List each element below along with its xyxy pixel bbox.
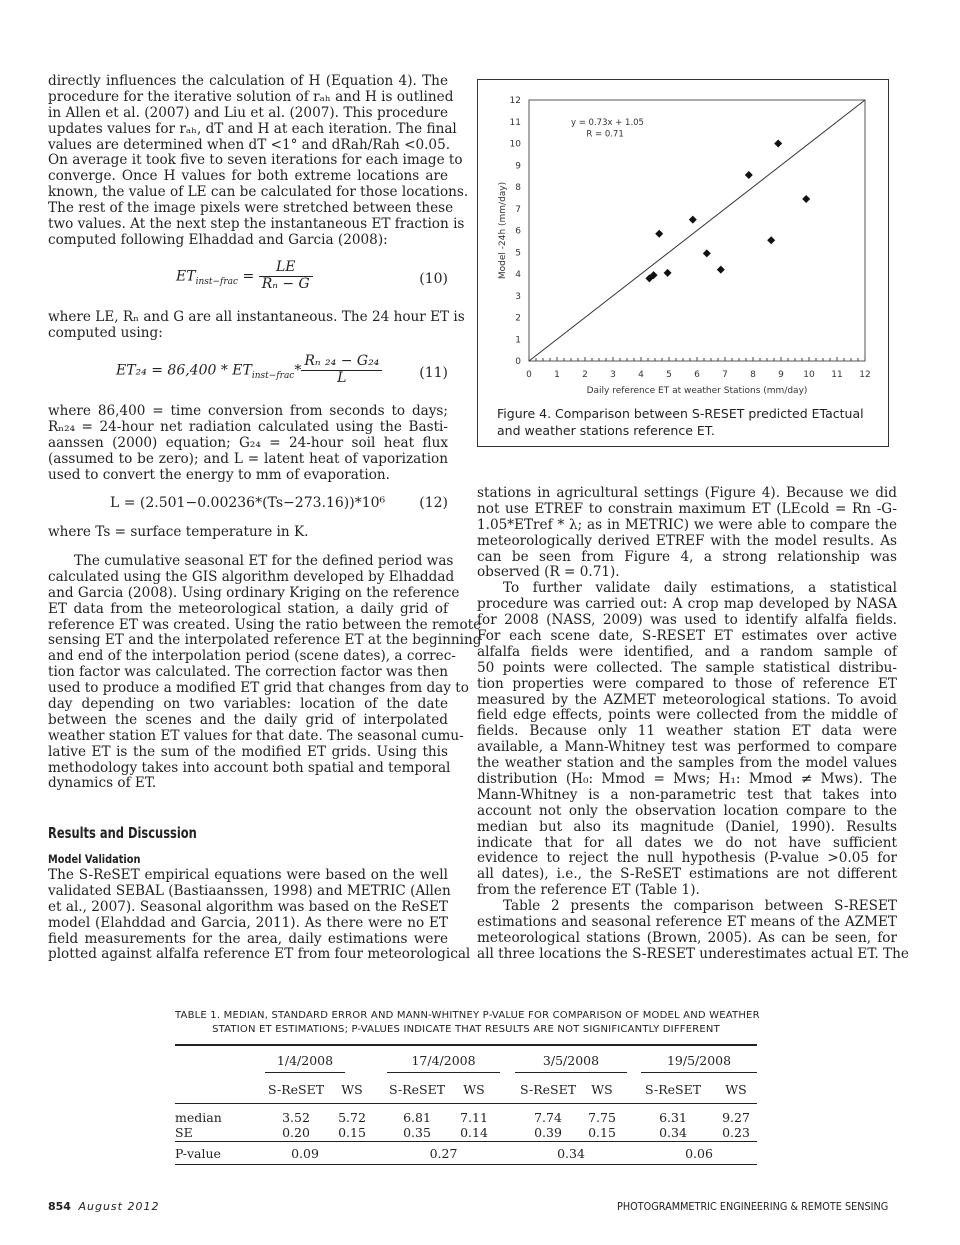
x-tick-label: 1 <box>554 370 560 380</box>
text-line: in Allen et al. (2007) and Liu et al. (2007). This procedure <box>48 104 448 121</box>
x-tick-label: 5 <box>666 370 672 380</box>
column-header-date: 3/5/2008 <box>542 1053 600 1068</box>
paragraph <box>48 309 465 342</box>
text-line: evidence to reject the null hypothesis (P-value >0.05 for <box>477 850 897 867</box>
table-rule <box>387 1072 500 1073</box>
table-cell: 0.34 <box>659 1125 687 1140</box>
text-line: where Ts = surface temperature in K. <box>48 524 309 540</box>
row-label: P-value <box>175 1146 221 1161</box>
data-point <box>717 266 725 274</box>
paragraph <box>48 404 448 483</box>
text-line: distribution (H₀: Mmod = Mws; H₁: Mmod ≠ Mws). The <box>477 771 897 788</box>
data-point <box>745 171 753 179</box>
paragraph <box>48 525 448 541</box>
row-label: SE <box>175 1125 193 1140</box>
text-line: computed using: <box>48 324 163 341</box>
table-cell: 9.27 <box>722 1110 750 1125</box>
equation-11 <box>116 354 382 387</box>
table-cell: 5.72 <box>338 1110 366 1125</box>
text-line: meteorologically derived ETREF with the model results. As <box>477 532 897 549</box>
column-header-ws: WS <box>591 1082 613 1097</box>
y-tick-label: 10 <box>509 139 521 150</box>
column-header-date: 19/5/2008 <box>666 1053 732 1068</box>
y-tick-label: 2 <box>515 313 521 324</box>
data-point <box>703 249 711 257</box>
text-line: Mann-Whitney is a non-parametric test that takes into <box>477 786 897 803</box>
column-header-sreset: S-ReSET <box>267 1082 325 1097</box>
y-tick-label: 7 <box>515 204 521 215</box>
reference-line <box>529 100 865 361</box>
y-tick-label: 6 <box>515 226 521 237</box>
text-line: weather station ET values for that date. The seasonal cumu- <box>48 727 464 744</box>
text-line: The rest of the image pixels were stretched between these <box>48 200 454 217</box>
text-line: aanssen (2000) equation; G₂₄ = 24-hour soil heat flux <box>48 434 448 451</box>
table-cell: 0.35 <box>403 1125 431 1140</box>
text-line: for 2008 (NASS, 2009) was used to identify alfalfa fields. <box>477 612 897 629</box>
text-line: tion factor was calculated. The correction factor was then <box>48 664 449 681</box>
data-point <box>774 140 782 148</box>
text-line: directly influences the calculation of H (Equation 4). The <box>48 73 448 89</box>
eq-denominator: L <box>337 369 347 386</box>
text-line: and end of the interpolation period (scene dates), a correc- <box>48 648 456 665</box>
data-point <box>802 195 810 203</box>
table-rule <box>265 1072 345 1073</box>
table-cell: 7.11 <box>460 1110 488 1125</box>
text-line: Rₙ₂₄ = 24-hour net radiation calculated using the Basti- <box>48 418 448 435</box>
table-cell: 7.75 <box>588 1110 616 1125</box>
table-rule <box>515 1072 627 1073</box>
data-point <box>689 216 697 224</box>
x-tick-label: 12 <box>859 370 871 380</box>
text-line: Table 2 presents the comparison between S-RESET <box>503 898 897 915</box>
y-tick-label: 12 <box>509 96 521 106</box>
paragraph <box>477 898 909 963</box>
column-header-sreset: S-ReSET <box>388 1082 446 1097</box>
table-cell: 0.23 <box>722 1125 750 1140</box>
pvalue-cell: 0.34 <box>557 1146 585 1161</box>
data-point <box>767 236 775 244</box>
journal-name: PHOTOGRAMMETRIC ENGINEERING & REMOTE SENSING <box>616 1200 888 1213</box>
text-line: ET data from the meteorological station, a daily grid of <box>48 600 448 617</box>
regression-equation: y = 0.73x + 1.05 <box>571 117 644 128</box>
x-tick-label: 11 <box>831 370 843 380</box>
text-line: procedure for the iterative solution of rₐₕ and H is outlined <box>48 88 454 105</box>
subsection-heading: Model Validation <box>48 852 141 866</box>
text-line: 1.05*ETref * λ; as in METRIC) we were able to compare the <box>477 516 897 533</box>
y-tick-label: 4 <box>515 270 521 280</box>
y-tick-label: 0 <box>515 357 521 367</box>
table-rule <box>175 1044 757 1046</box>
equation-10: $ET_{inst-frac}$ = $\frac{LE}{\text{Rₙ − G}}$ <box>176 260 313 293</box>
text-line: values are determined when dT <1° and dRah/Rah <0.05. <box>48 136 451 153</box>
table-cell: 0.20 <box>282 1125 310 1140</box>
x-tick-label: 10 <box>803 370 815 380</box>
text-line: two values. At the next step the instantaneous ET fraction is <box>48 216 465 233</box>
text-line: day depending on two variables: location of the date <box>48 696 448 713</box>
text-line: and Garcia (2008). Using ordinary Kriging on the reference <box>48 584 460 601</box>
text-line: model (Elahddad and Garcia, 2011). As there were no ET <box>48 914 448 931</box>
text-line: sensing ET and the interpolated reference ET at the beginning <box>48 632 482 649</box>
y-tick-label: 5 <box>515 248 521 259</box>
text-line: methodology takes into account both spatial and temporal <box>48 759 451 776</box>
column-header-sreset: S-ReSET <box>519 1082 577 1097</box>
figure-4 <box>477 79 889 447</box>
text-line: from the reference ET (Table 1). <box>477 882 700 899</box>
text-line: stations in agricultural settings (Figure 4). Because we did <box>477 485 897 501</box>
text-line: estimations and seasonal reference ET means of the AZMET <box>477 914 897 931</box>
y-tick-label: 11 <box>509 117 521 128</box>
table-rule <box>175 1103 757 1104</box>
right-column <box>477 485 909 963</box>
column-header-ws: WS <box>341 1082 363 1097</box>
x-axis-label: Daily reference ET at weather Stations (mm/day) <box>586 386 808 396</box>
table-cell: 0.39 <box>534 1125 562 1140</box>
figure-caption: and weather stations reference ET. <box>497 423 715 438</box>
x-tick-label: 0 <box>526 370 532 380</box>
text-line: dynamics of ET. <box>48 775 157 792</box>
section-heading: Results and Discussion <box>48 824 197 842</box>
text-line: where LE, Rₙ and G are all instantaneous. The 24 hour ET is <box>48 309 465 325</box>
table-cell: 0.14 <box>460 1125 488 1140</box>
text-line: observed (R = 0.71). <box>477 564 620 581</box>
text-line: fields. Because only 11 weather station ET data were <box>477 723 897 740</box>
text-line: converge. Once H values for both extreme locations are <box>48 168 448 185</box>
text-line: between the scenes and the daily grid of interpolated <box>48 711 448 728</box>
equation-12: L = (2.501−0.00236*(Ts−273.16))*10⁶ <box>110 495 386 511</box>
eq-numerator: LE <box>259 260 313 277</box>
text-line: available, a Mann-Whitney test was performed to compare <box>477 739 897 756</box>
issue-date: August 2012 <box>78 1200 160 1213</box>
x-tick-label: 8 <box>750 370 756 380</box>
y-axis-label: Model -24h (mm/day) <box>498 181 508 280</box>
text-line: field measurements for the area, daily estimations were <box>48 930 448 947</box>
text-line: the weather station and the samples from the model values <box>477 755 897 772</box>
paragraph <box>48 73 469 249</box>
table-cell: 6.31 <box>659 1110 687 1125</box>
x-tick-label: 9 <box>778 370 784 380</box>
text-line: The cumulative seasonal ET for the defined period was <box>74 553 454 569</box>
equation-number: (12) <box>419 495 448 511</box>
paragraph <box>477 486 897 581</box>
text-line: For each scene date, S-RESET ET estimates over active <box>477 628 897 645</box>
text-line: To further validate daily estimations, a statistical <box>503 580 897 597</box>
y-tick-label: 8 <box>515 183 521 193</box>
table-cell: 0.15 <box>338 1125 366 1140</box>
footer-left <box>48 1200 159 1213</box>
text-line: On average it took five to seven iterations for each image to <box>48 152 463 169</box>
figure-caption: Figure 4. Comparison between S-RESET predicted ETactual <box>497 406 864 421</box>
text-line: median but also its magnitude (Daniel, 1990). Results <box>477 818 897 835</box>
text-line: updates values for rₐₕ, dT and H at each iteration. The final <box>48 120 457 137</box>
eq-lhs: ET₂₄ = 86,400 * ET <box>116 362 252 379</box>
text-line: 50 points were collected. The sample statistical distribu- <box>477 659 897 676</box>
pvalue-cell: 0.06 <box>685 1146 713 1161</box>
table-title: TABLE 1. MEDIAN, STANDARD ERROR AND MANN-WHITNEY P-VALUE FOR COMPARISON OF MODEL AND WEATHER <box>175 1010 760 1021</box>
paragraph <box>48 867 471 963</box>
column-header-ws: WS <box>725 1082 747 1097</box>
column-header-date: 1/4/2008 <box>276 1053 334 1068</box>
table-rule <box>641 1072 757 1073</box>
text-line: where 86,400 = time conversion from seconds to days; <box>48 403 448 419</box>
text-line: calculated using the GIS algorithm developed by Elhaddad <box>48 568 455 585</box>
eq-sub: inst−frac <box>251 371 295 382</box>
text-line: The S-ReSET empirical equations were based on the well <box>48 867 448 883</box>
text-line: account not only the observation location compare to the <box>477 802 897 819</box>
text-line: computed following Elhaddad and Garcia (2008): <box>48 231 388 248</box>
y-tick-label: 9 <box>515 161 521 172</box>
x-tick-label: 7 <box>722 370 728 380</box>
text-line: used to convert the energy to mm of evaporation. <box>48 466 390 483</box>
text-line: reference ET was created. Using the ratio between the remote <box>48 616 482 633</box>
table-cell: 6.81 <box>403 1110 431 1125</box>
paragraph <box>48 553 482 792</box>
scatter-chart <box>478 80 890 448</box>
y-tick-label: 3 <box>515 291 521 302</box>
column-header-date: 17/4/2008 <box>411 1053 476 1068</box>
paragraph <box>477 581 897 899</box>
text-line: used to produce a modified ET grid that changes from day to <box>48 680 469 697</box>
page-number: 854 <box>48 1200 71 1213</box>
table-title: STATION ET ESTIMATIONS; P-VALUES INDICATE THAT RESULTS ARE NOT SIGNIFICANTLY DIFFERENT <box>212 1024 720 1035</box>
text-line: can be seen from Figure 4, a strong relationship was <box>477 548 897 565</box>
equation-number: (10) <box>419 271 448 287</box>
eq-denominator: Rₙ − G <box>261 275 310 292</box>
table-rule <box>175 1164 757 1165</box>
text-line: measured by the AZMET meteorological stations. To avoid <box>477 691 897 708</box>
correlation-label: R = 0.71 <box>586 129 624 140</box>
text-line: all dates), i.e., the S-ReSET estimations are not different <box>477 866 897 883</box>
text-line: known, the value of LE can be calculated for those locations. <box>48 184 469 201</box>
pvalue-cell: 0.09 <box>291 1146 319 1161</box>
text-line: tion properties were compared to those of reference ET <box>477 675 897 692</box>
equation-number: (11) <box>419 365 448 381</box>
x-tick-label: 4 <box>638 370 644 380</box>
table-cell: 7.74 <box>534 1110 562 1125</box>
text-line: alfalfa fields were identified, and a random sample of <box>477 643 897 660</box>
data-point <box>655 230 663 238</box>
eq-op: * <box>294 362 302 379</box>
eq-numerator: Rₙ ₂₄ − G₂₄ <box>301 354 382 371</box>
text-line: validated SEBAL (Bastiaanssen, 1998) and METRIC (Allen <box>48 882 451 899</box>
x-tick-label: 2 <box>582 370 588 380</box>
text-line: meteorological stations (Brown, 2005). As can be seen, for <box>477 929 897 946</box>
text-line: et al., 2007). Seasonal algorithm was based on the ReSET <box>48 898 448 915</box>
x-tick-label: 6 <box>694 370 700 380</box>
text-line: indicate that for all dates we do not have sufficient <box>477 834 897 851</box>
row-label: median <box>175 1110 222 1125</box>
pvalue-cell: 0.27 <box>429 1146 458 1161</box>
eq-lhs: ET <box>176 268 196 285</box>
table-cell: 0.15 <box>588 1125 616 1140</box>
table-cell: 3.52 <box>282 1110 310 1125</box>
text-line: (assumed to be zero); and L = latent heat of vaporization <box>48 450 448 467</box>
text-line: lative ET is the sum of the modified ET grids. Using this <box>48 743 448 760</box>
table-rule <box>175 1141 757 1142</box>
y-tick-label: 1 <box>515 335 521 346</box>
text-line: not use ETREF to constrain maximum ET (LEcold = Rn -G- <box>477 500 897 517</box>
text-line: field edge effects, points were collected from the middle of <box>477 707 897 724</box>
text-line: all three locations the S-RESET underestimates actual ET. The <box>477 945 909 962</box>
eq-sub: inst−frac <box>195 277 239 288</box>
column-header-ws: WS <box>463 1082 485 1097</box>
text-line: procedure was carried out: A crop map developed by NASA <box>477 596 897 613</box>
text-line: plotted against alfalfa reference ET from four meteorological <box>48 946 471 963</box>
data-point <box>664 269 672 277</box>
column-header-sreset: S-ReSET <box>644 1082 702 1097</box>
x-tick-label: 3 <box>610 370 616 380</box>
